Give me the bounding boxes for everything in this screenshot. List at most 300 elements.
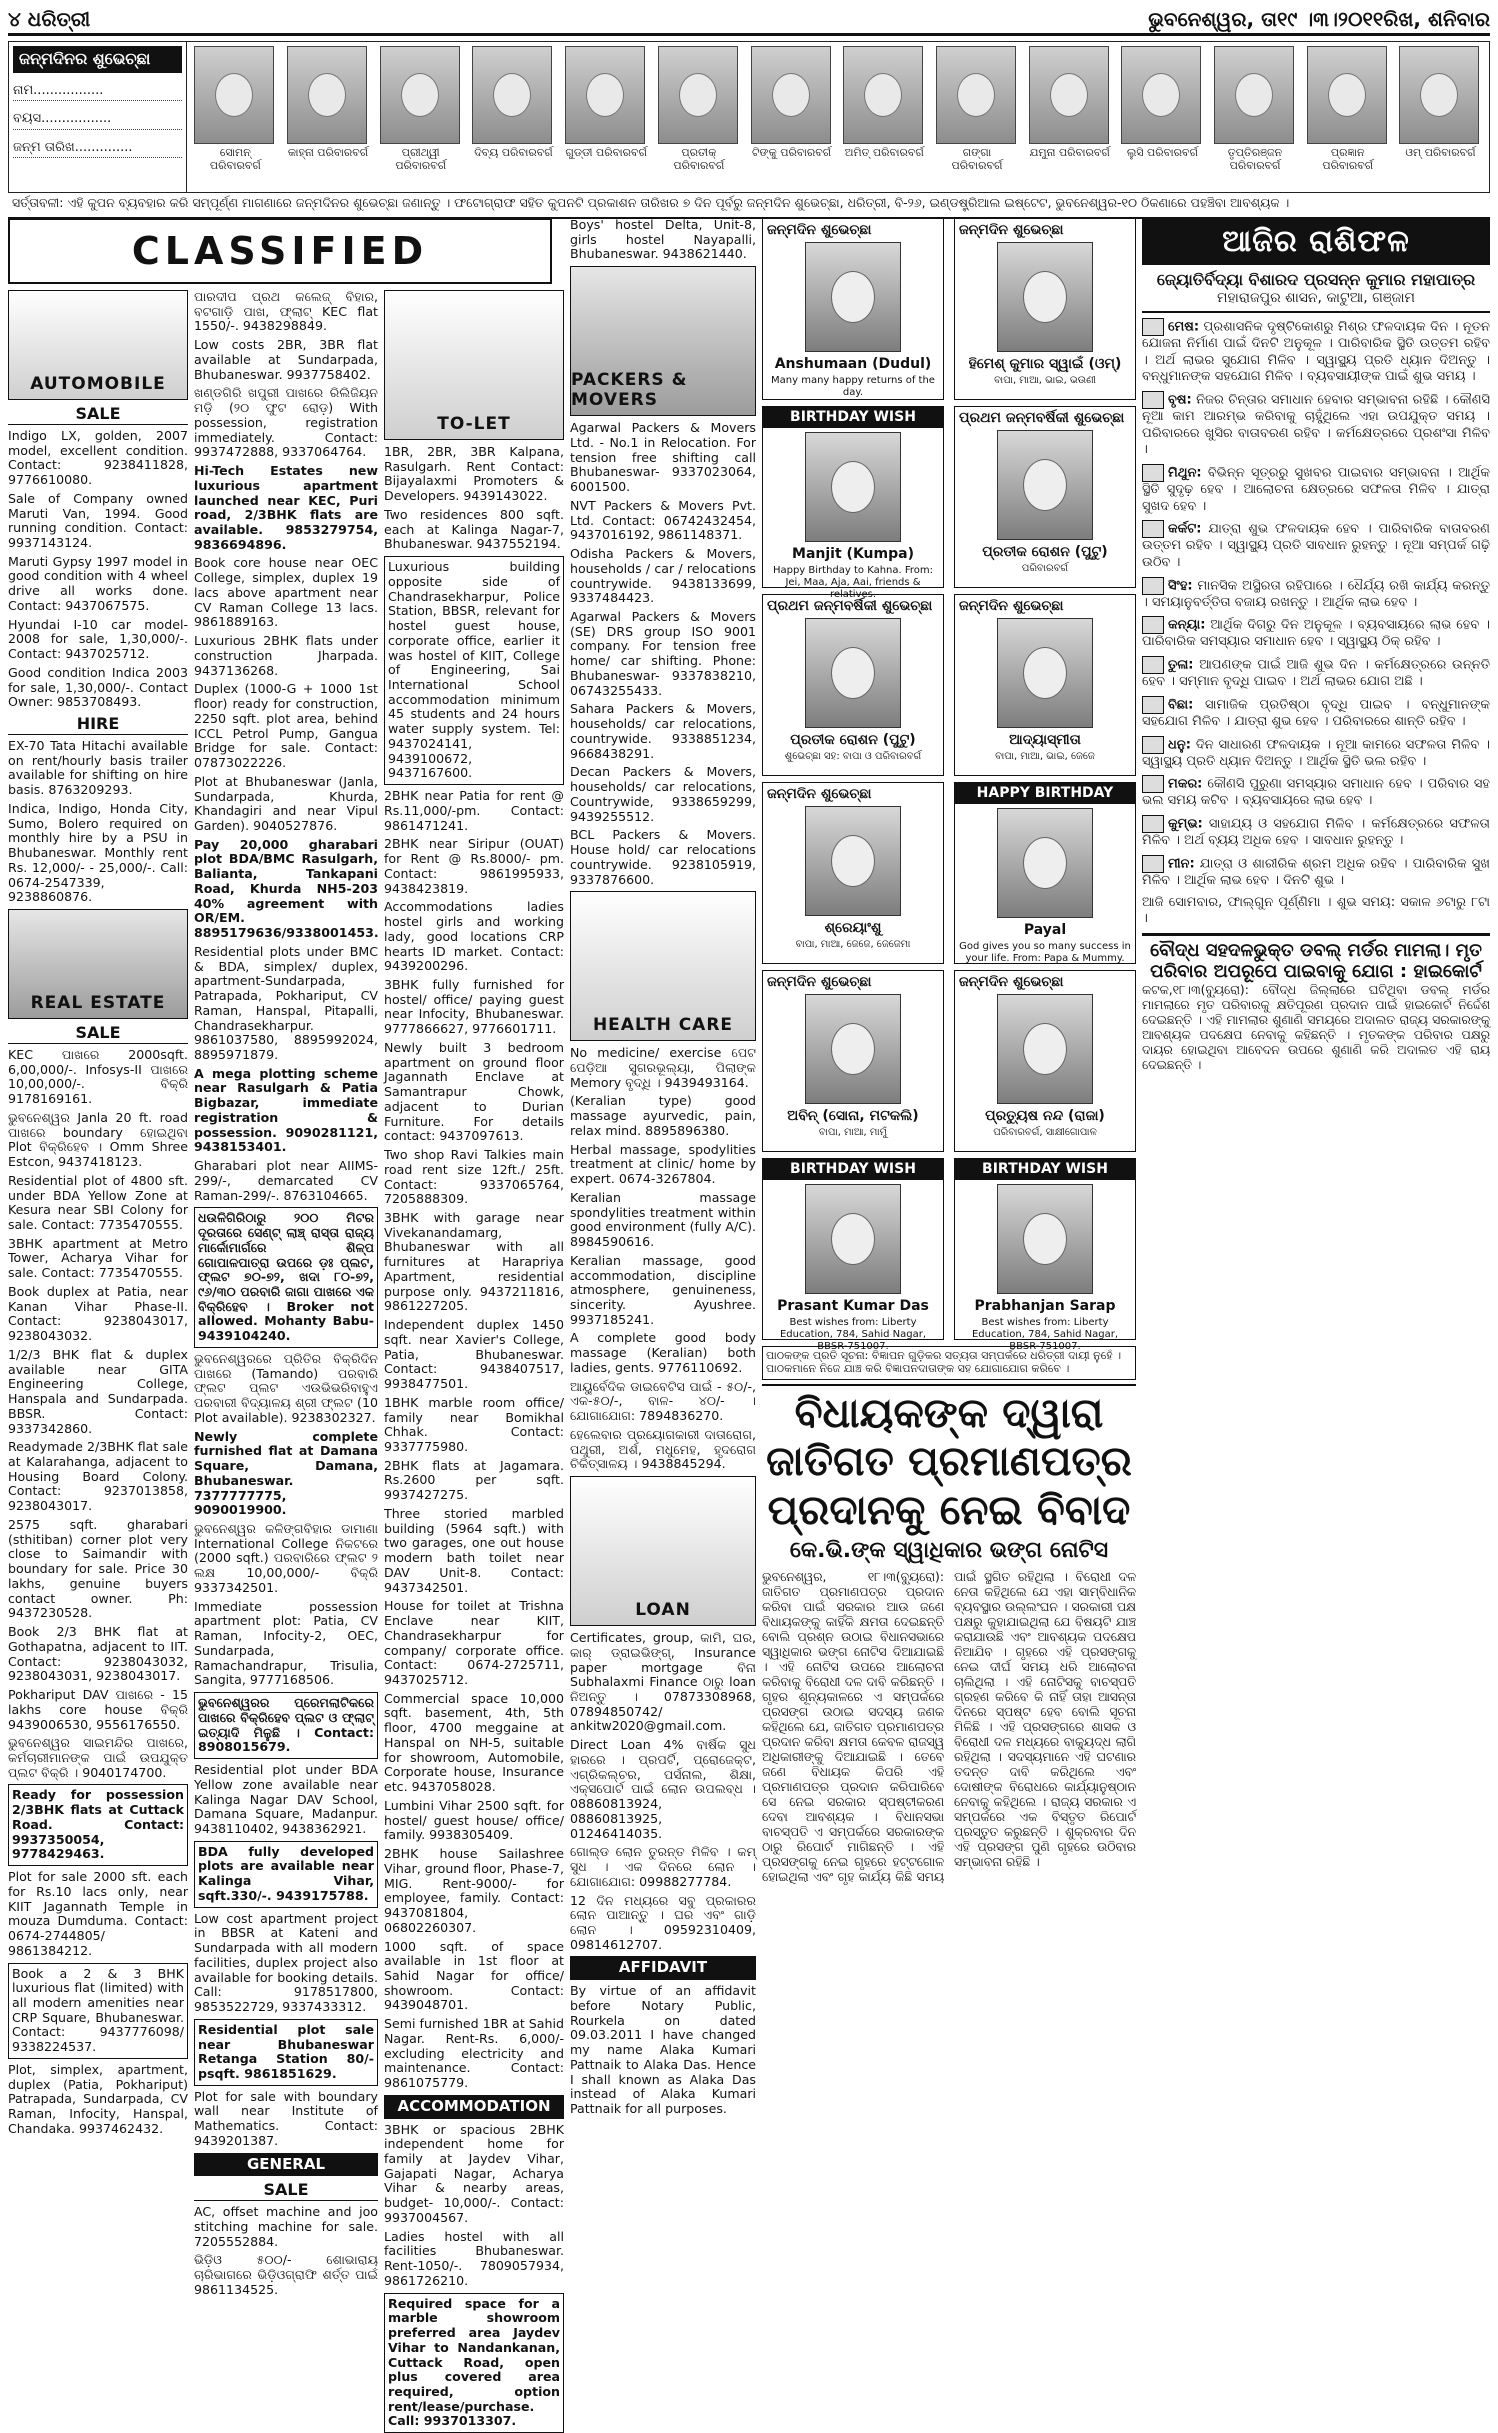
- column-3: [384, 218, 564, 2429]
- birthday-wishes-grid: [762, 218, 1136, 1352]
- wish-photo: [997, 808, 1093, 918]
- birthday-coupon-strip: [8, 41, 1490, 193]
- classified-ad: Luxurious 2BHK flats under construction Jharpada. 9437136268.: [194, 633, 378, 678]
- wish-heading: BIRTHDAY WISH: [763, 1159, 943, 1180]
- hostel-ads: [570, 218, 756, 262]
- zodiac-reading: ଯାତ୍ରା ଓ ଶାରୀରିକ ଶ୍ରମ ଅଧିକ ରହିବ । ପାରିବାରିକ ସୁଖ ମିଳିବ । ଆର୍ଥିକ ଲାଭ ହେବ । ଦିନଟି ଶୁଭ ।: [1142, 856, 1490, 888]
- horoscope-entry: [1142, 736, 1490, 771]
- zodiac-reading: ବିଭିନ୍ନ ସୂତ୍ରରୁ ସୁଖବର ପାଇବାର ସମ୍ଭାବନା । ଆର୍ଥିକ ସ୍ଥିତି ସୁଦୃଢ଼ ହେବ । ଆଲୋଚନା କ୍ଷେତ୍ରରେ ସଫଳତା ମିଳିବ । ଯାତ୍ରା ସୁଖଦ ହେବ ।: [1142, 465, 1490, 514]
- packers-ads: [570, 421, 756, 887]
- classified-ad: Readymade 2/3BHK flat sale at Kalarahanga, adjacent to Housing Board Colony. Contact: 9237013858, 9238043017.: [8, 1439, 188, 1514]
- classified-ad: Low cost apartment project in BBSR at Kateni and Sundarpada with all modern facilities, duplex project also available for booking details. Call: 9178517800, 9853522729, 9337433312.: [194, 1910, 378, 2015]
- kid-photo-face: [1142, 73, 1180, 117]
- wish-heading: BIRTHDAY WISH: [955, 1159, 1135, 1180]
- zodiac-icon: [1142, 616, 1164, 634]
- boxed-ad: [194, 1692, 378, 1759]
- zodiac-sign: ମେଷ:: [1168, 319, 1200, 335]
- wish-photo-face: [831, 461, 875, 513]
- classified-ad: Plot at Bhubaneswar (Janla, Sundarpada, Khurda, Khandagiri and near Vipul Garden). 9040527876.: [194, 773, 378, 833]
- automobile-ads: [8, 429, 188, 710]
- wish-heading: ଜନ୍ମଦିନ ଶୁଭେଚ୍ଛା: [767, 786, 872, 802]
- classified-ad: 3BHK apartment at Metro Tower, Acharya Vihar for sale. Contact: 7735470555.: [8, 1235, 188, 1281]
- classified-ad: Plot for sale 2000 sft. each for Rs.10 lacs only, near KIIT Jagannath Temple in mouza Dumduma. Contact: 0674-2744805/ 9861384212.: [8, 1869, 188, 1958]
- wish-photo: [997, 618, 1093, 728]
- ads-group: [194, 1912, 378, 2015]
- horoscope-entry: [1142, 391, 1490, 459]
- wish-name: Anshumaan (Dudul): [774, 356, 932, 373]
- classified-ad: 3BHK with garage near Vivekanandamarg, Bhubaneswar with all furnitures at Harapriya Apartment, residential purpose only. 9437211816, 9861227205.: [384, 1209, 564, 1314]
- ads-group: [194, 1159, 378, 1203]
- accommodation-ads: [384, 2123, 564, 2289]
- zodiac-icon: [1142, 815, 1164, 833]
- wish-heading: ପ୍ରଥମ ଜନ୍ମବର୍ଷିକୀ ଶୁଭେଚ୍ଛା: [959, 410, 1125, 426]
- column-4: [570, 218, 756, 2330]
- birthday-kid: [1121, 46, 1203, 188]
- kid-photo: [936, 46, 1016, 144]
- classified-ad: Two residences 800 sqft. each at Kalinga Nagar-7, Bhubaneswar. 9437552194.: [384, 506, 564, 552]
- birthday-wish-card: [762, 970, 944, 1152]
- classified-logo: CLASSIFIED: [8, 218, 552, 284]
- ads-group: [194, 2205, 378, 2297]
- kid-name: ଓମ୍ ପରିବାରବର୍ଗ: [1405, 146, 1476, 159]
- classified-ad: 12 ଦିନ ମଧ୍ୟରେ ସବୁ ପ୍ରକାରର ଲୋନ ପାଆନ୍ତୁ । ଘର ଏବଂ ଗାଡ଼ି ଲୋନ । 09592310409, 09814612707.: [570, 1892, 756, 1952]
- kid-name: ଟିଙ୍କୁ ପରିବାରବର୍ଗ: [751, 146, 832, 159]
- wish-name: ପ୍ରତୀକ ରୋଶନ (ପୁଟୁ): [982, 544, 1108, 561]
- kid-name: ଗଙ୍ଗା ପରିବାରବର୍ଗ: [951, 146, 1003, 172]
- boxed-ad: [194, 2019, 378, 2086]
- classified-ad: Sahara Packers & Movers, households/ car relocations, countrywide. 9338851234, 9668438291.: [570, 701, 756, 761]
- wish-photo: [805, 994, 901, 1104]
- birthday-coupon-title: ଜନ୍ମଦିନର ଶୁଭେଚ୍ଛା: [13, 46, 182, 73]
- classified-ad: Keralian massage, good accommodation, discipline atmosphere, genuineness, sincerity. Ayushree. 9937185241.: [570, 1252, 756, 1327]
- wish-photo: [805, 618, 901, 728]
- horoscope-list: [1142, 318, 1490, 890]
- horoscope-entry: [1142, 318, 1490, 386]
- birthday-kid: [751, 46, 833, 188]
- kid-photo-face: [679, 73, 717, 117]
- classified-ad: Good condition Indica 2003 for sale, 1,30,000/-. Contact Owner: 9853708493.: [8, 664, 188, 710]
- ad-text: Hi-Tech Estates new luxurious apartment launched near KEC, Puri road, 2/3BHK flats are available. 9853279754, 9836694896.: [194, 463, 378, 552]
- kid-name: ଲୁସି ପରିବାରବର୍ଗ: [1126, 146, 1198, 159]
- kid-photo-face: [308, 73, 346, 117]
- wish-photo-face: [831, 1213, 875, 1265]
- classified-ad: Residential plots under BMC & BDA, simplex/ duplex, apartment-Sundarpada, Patrapada, Pokhariput, CV Raman, Hanspal, Pitapalli, Chandrasekharpur. 9861037580, 8895992024, 8895971879.: [194, 943, 378, 1062]
- birthday-wish-card: [762, 782, 944, 964]
- coupon-terms: ସର୍ତ୍ତାବଳୀ: ଏହି କୁପନ ବ୍ୟବହାର କରି ସମ୍ପୂର୍ଣ୍ଣ ମାଗଣାରେ ଜନ୍ମଦିନର ଶୁଭେଚ୍ଛା ଜଣାନ୍ତୁ । ଫଟୋଗ୍ରାଫ ସହିତ କୁପନଟି ପ୍ରକାଶନ ତାରିଖର ୭ ଦିନ ପୂର୍ବରୁ ଜନ୍ମଦିନ ଶୁଭେଚ୍ଛା, ଧରିତ୍ରୀ, ବି-୨୬, ଇଣ୍ଡଷ୍ଟ୍ରିଆଲ ଇଷ୍ଟେଟ, ଭୁବନେଶ୍ୱର-୧୦ ଠିକଣାରେ ପହଞ୍ଚିବା ଆବଶ୍ୟକ ।: [8, 193, 1490, 219]
- zodiac-icon: [1142, 696, 1164, 714]
- wish-heading: ପ୍ରଥମ ଜନ୍ମବର୍ଷିକୀ ଶୁଭେଚ୍ଛା: [767, 598, 933, 614]
- wish-heading: HAPPY BIRTHDAY: [955, 783, 1135, 804]
- boxed-ad: [8, 1784, 188, 1866]
- wish-photo: [997, 242, 1093, 352]
- classified-ad: Low costs 2BR, 3BR flat available at Sundarpada, Bhubaneswar. 9937758402.: [194, 337, 378, 382]
- classified-ad: Lumbini Vihar 2500 sqft. for hostel/ guest house/ office/ family. 9938305409.: [384, 1797, 564, 1843]
- birthday-kid: [380, 46, 462, 188]
- zodiac-icon: [1142, 855, 1164, 873]
- form-line-name: ନାମ.................: [13, 83, 182, 101]
- column-2: [194, 218, 378, 2330]
- classified-ad: 1/2/3 BHK flat & duplex available near GITA Engineering College, Hanspala and Sundarpada. BBSR. Contact: 9337342860.: [8, 1346, 188, 1436]
- classified-ad: 2BHK near Patia for rent @ Rs.11,000/-pm. Contact: 9861471241.: [384, 788, 564, 833]
- birthday-kid: [1029, 46, 1111, 188]
- wish-message: ବାପା, ମାଆ, ଭାଇ, ଜେଜେ: [995, 750, 1095, 762]
- kid-photo: [658, 46, 738, 144]
- column-5: [762, 218, 1136, 2330]
- hire-heading: HIRE: [8, 715, 188, 735]
- zodiac-icon: [1142, 391, 1164, 409]
- kid-name: ତୃପ୍ତିରଞ୍ଜନ ପରିବାରବର୍ଗ: [1227, 146, 1283, 172]
- horoscope-address: ମହାରାଜପୁର ଶାସନ, କାଟୁଆ, ଗଞ୍ଜାମ: [1142, 290, 1490, 313]
- classified-ad: Agarwal Packers & Movers Ltd. - No.1 in Relocation. For tension free shifting call Bhubaneswar- 9337023064, 6001500.: [570, 420, 756, 495]
- classified-ad: Plot for sale with boundary wall near Institute of Mathematics. Contact: 9439201387.: [194, 2088, 378, 2148]
- classified-ad: Sale of Company owned Maruti Van, 1994. Good running condition. Contact: 9937143124.: [8, 490, 188, 551]
- wish-name: Prabhanjan Sarap: [974, 1298, 1116, 1315]
- to-let-ads: [384, 445, 564, 552]
- affidavit-ads: [570, 1984, 756, 2117]
- ads-group: [194, 2090, 378, 2149]
- kid-name: ଯମୁନା ପରିବାରବର୍ଗ: [1029, 146, 1110, 159]
- kid-photo: [1214, 46, 1294, 144]
- classified-ad: Semi furnished 1BR at Sahid Nagar. Rent-Rs. 6,000/- excluding electricity and maintenance. Contact: 9861075779.: [384, 2016, 564, 2091]
- wish-photo: [805, 1184, 901, 1294]
- classified-ad: 3BHK fully furnished for hostel/ office/ paying guest near Infocity, Bhubaneswar. 9777866627, 9776601711.: [384, 976, 564, 1037]
- horoscope-title: ଆଜିର ରାଶିଫଳ: [1142, 218, 1490, 265]
- wish-name: ଶ୍ରେୟାଂଶୁ: [824, 920, 882, 937]
- classified-ad: Boys' hostel Delta, Unit-8, girls hostel Nayapalli, Bhubaneswar. 9438621440.: [570, 217, 756, 262]
- wish-photo: [805, 432, 901, 542]
- wish-message: ପରିବାରବର୍ଗ, ସାକ୍ଷୀଗୋପାଳ: [993, 1126, 1097, 1138]
- form-line-dob: ଜନ୍ମ ତାରିଖ..............: [13, 140, 182, 158]
- wish-heading: BIRTHDAY WISH: [763, 407, 943, 428]
- classified-ad: ଭିଡ଼ିଓ ୫୦୦/- ଶୋଭାରାୟ ଚାରିଭାଗରେ ଭିଡ଼ିଓଗ୍ରାଫି ଶର୍ତ୍ତ ପାଇଁ 9861134525.: [194, 2252, 378, 2297]
- real-estate-ads-2: [8, 1870, 188, 1958]
- birthday-kid: [658, 46, 740, 188]
- zodiac-reading: ଆର୍ଥିକ ଦିଗରୁ ଦିନ ଅନୁକୂଳ । ବ୍ୟବସାୟରେ ଲାଭ ହେବ । ପାରିବାରିକ ସମସ୍ୟାର ସମାଧାନ ହେବ । ସ୍ୱାସ୍ଥ୍ୟ ଠିକ୍ ରହିବ ।: [1142, 617, 1490, 650]
- real-estate-banner: REAL ESTATE: [8, 909, 188, 1019]
- classified-ad: ଭୁବନେଶ୍ୱର ସାଇମନ୍ଦିର ପାଖରେ, କର୍ମଚାରୀମାନଙ୍କ ପାଇଁ ଉପଯୁକ୍ତ ପ୍ଲଟ ବିକ୍ରି । 9040174700.: [8, 1735, 188, 1780]
- classified-ad: Indica, Indigo, Honda City, Sumo, Bolero required on monthly hire by a PSU in Bhubaneswar. Monthly rent Rs. 12,000/- - 25,000/-. Call: 0674-2547339, 9238860876.: [8, 800, 188, 905]
- zodiac-icon: [1142, 775, 1164, 793]
- zodiac-reading: ଦିନ ସାଧାରଣ ଫଳଦାୟକ । ନୂଆ କାମରେ ସଫଳତା ମିଳିବ । ସ୍ୱାସ୍ଥ୍ୟ ପ୍ରତି ଧ୍ୟାନ ଦିଅନ୍ତୁ । ଆର୍ଥିକ ସ୍ଥିତି ଭଲ ରହିବ ।: [1142, 737, 1490, 769]
- wish-photo: [805, 242, 901, 352]
- wish-photo-face: [1023, 837, 1067, 889]
- ad-mega: [194, 1067, 378, 1155]
- classified-ad: ଭୁବନେଶ୍ୱରରେ ପ୍ରିତିର ବିକ୍ରିଦିନ ପାଖରେ (Tamando) ପରବାରି ଫ୍ଲଟ ପ୍ଲଟ ଏଉଭିଭରିବାହୁଏ ପରବାରୀ ବିଦ୍ୟାଳୟ ଶ୍ରୀ ଫ୍ଲଟ (10 Plot available). 9238302327.: [194, 1350, 378, 1425]
- classified-ad: Independent duplex 1450 sqft. near Xavier's College, Patia, Bhubaneswar. Contact: 9438407517, 9938477501.: [384, 1317, 564, 1392]
- wish-name: Manjit (Kumpa): [792, 546, 914, 563]
- birthday-kid: [287, 46, 369, 188]
- classified-ad: 2BHK house Sailashree Vihar, ground floor, Phase-7, MIG. Rent-9000/- for employee, family. Contact: 9437081804, 06802260307.: [384, 1846, 564, 1935]
- automobile-banner: AUTOMOBILE: [8, 290, 188, 400]
- kid-photo-face: [957, 73, 995, 117]
- boxed-ad-text: BDA fully developed plots are available near Kalinga Vihar, sqft.330/-. 9439175788.: [198, 1843, 374, 1903]
- wish-heading: ଜନ୍ମଦିନ ଶୁଭେଚ୍ଛା: [959, 974, 1064, 990]
- wish-photo: [805, 806, 901, 916]
- birthday-kid: [843, 46, 925, 188]
- horoscope-entry: [1142, 696, 1490, 731]
- kid-photo-face: [215, 73, 253, 117]
- kid-photo: [1029, 46, 1109, 144]
- accommodation-heading: ACCOMMODATION: [384, 2095, 564, 2119]
- classified-ad: Decan Packers & Movers, households/ car relocations, Countrywide, 9338659299, 9439255512.: [570, 764, 756, 824]
- birthday-wish-card: [762, 1158, 944, 1352]
- page-number: ୪ ଧରିତ୍ରୀ: [8, 6, 91, 31]
- ads-group: [194, 1522, 378, 1688]
- wish-photo-face: [831, 271, 875, 323]
- kid-photo-face: [1420, 73, 1458, 117]
- wish-photo-face: [1023, 271, 1067, 323]
- classified-ad: Ladies hostel with all facilities Bhubaneswar. Rent-1050/-. 7809057934, 9861726210.: [384, 2228, 564, 2288]
- birthday-wish-card: [954, 218, 1136, 400]
- wish-photo-face: [1023, 647, 1067, 699]
- news2-story: କଟକ,୧୮।୩(ବ୍ୟୁରୋ): ବୌଦ୍ଧ ଜିଲ୍ଲାରେ ଘଟିଥିବା ଡବଲ୍ ମର୍ଡର ମାମଲାରେ ମୃତ ପରିବାରକୁ କ୍ଷତିପୂରଣ ପ୍ରଦାନ ପାଇଁ ହାଇକୋର୍ଟ ନିର୍ଦ୍ଦେଶ ଦେଇଛନ୍ତି । ଏହି ମାମଲାର ଶୁଣାଣି ସମୟରେ ଅଦାଲତ ରାଜ୍ୟ ସରକାରଙ୍କୁ ଆବଶ୍ୟକ ପଦକ୍ଷେପ ନେବାକୁ କହିଛନ୍ତି । ମୃତକଙ୍କ ପରିବାର ପକ୍ଷରୁ ଦାୟର ହୋଇଥିବା ଆବେଦନ ଉପରେ ଶୁଣାଣି କରି ଅଦାଲତ ଏହି ରାୟ ଦେଇଛନ୍ତି ।: [1142, 982, 1490, 1072]
- wish-message: Many many happy returns of the day.: [771, 374, 935, 398]
- classified-ad: Pokhariput DAV ପାଖରେ - 15 lakhs core house ବିକ୍ରି 9439006530, 9556176550.: [8, 1687, 188, 1732]
- wish-heading: ଜନ୍ମଦିନ ଶୁଭେଚ୍ଛା: [767, 222, 872, 238]
- zodiac-sign: ତୁଳା:: [1168, 657, 1194, 673]
- wish-message: ପରିବାରବର୍ଗ: [1021, 562, 1069, 574]
- classified-ad: Keralian massage spondylities treatment within good environment (fully A/C). 8984590616.: [570, 1189, 756, 1250]
- zodiac-reading: ସାହାଯ୍ୟ ଓ ସହଯୋଗ ମିଳିବ । କର୍ମକ୍ଷେତ୍ରରେ ସଫଳତା ମିଳିବ । ଅର୍ଥ ବ୍ୟୟ ଅଧିକ ହେବ । ସାବଧାନ ରୁହନ୍ତୁ ।: [1142, 816, 1490, 849]
- classified-ad: Indigo LX, golden, 2007 model, excellent condition. Contact: 9238411828, 9776610080.: [8, 427, 188, 488]
- wish-photo-face: [831, 835, 875, 887]
- zodiac-sign: ମକର:: [1168, 776, 1203, 792]
- kid-photo: [1121, 46, 1201, 144]
- wish-photo-face: [1023, 1213, 1067, 1265]
- classified-ad: Immediate possession apartment plot: Patia, CV Raman, Infocity-2, OEC, Sundarpada, Ramachandrapur, Trisulia, Sangita, 9777168506.: [194, 1598, 378, 1688]
- wish-message: Happy Birthday to Kahna. From: Jei, Maa, Aja, Aai, friends & relatives.: [772, 564, 934, 600]
- classified-ad: Book duplex at Patia, near Kanan Vihar Phase-II. Contact: 9238043017, 9238043032.: [8, 1283, 188, 1344]
- zodiac-icon: [1142, 577, 1164, 595]
- column-6: [1142, 218, 1490, 2330]
- classified-ad: Herbal massage, spodylities treatment at clinic/ home by expert. 0674-3267804.: [570, 1141, 756, 1187]
- zodiac-reading: ଆପଣଙ୍କ ପାଇଁ ଆଜି ଶୁଭ ଦିନ । କର୍ମକ୍ଷେତ୍ରରେ ଉନ୍ନତି ହେବ । ସମ୍ମାନ ବୃଦ୍ଧି ପାଇବ । ଅର୍ଥ ଲାଭର ଯୋଗ ଅଛି ।: [1142, 657, 1490, 690]
- wish-heading: ଜନ୍ମଦିନ ଶୁଭେଚ୍ଛା: [767, 974, 872, 990]
- classified-ad: A complete good body massage (Keralian) both ladies, gents. 9776110692.: [570, 1330, 756, 1375]
- news-headline: ବିଧାୟକଙ୍କ ଦ୍ୱାରା ଜାତିଗତ ପ୍ରମାଣପତ୍ର ପ୍ରଦାନକୁ ନେଇ ବିବାଦ: [762, 1384, 1136, 1534]
- classified-ad: 2BHK near Siripur (OUAT) for Rent @ Rs.8000/- pm. Contact: 9861995933, 9438423819.: [384, 836, 564, 896]
- wish-photo: [997, 430, 1093, 540]
- zodiac-sign: ସିଂହ:: [1168, 578, 1193, 594]
- zodiac-sign: କନ୍ୟା:: [1168, 617, 1206, 633]
- boxed-ad-text: Residential plot sale near Bhubaneswar Retanga Station 80/- psqft. 9861851629.: [198, 2021, 374, 2081]
- classified-ad: House for toilet at Trishna Enclave near KIIT, Chandrasekharpur for company/ corporate office. Contact: 0674-2725711, 9437025712.: [384, 1598, 564, 1688]
- real-estate-ads-3: [8, 2063, 188, 2137]
- kid-photo: [287, 46, 367, 144]
- classified-ad: ହେଲେବାର ପ୍ରୟୋଗକାରୀ ଦାତାରୋଗ, ପଥୁରୀ, ଅର୍ଶ, ମଧୁମେହ, ହୃଦରୋଗ ଚିକିତ୍ସାଳୟ । 9438845294.: [570, 1426, 756, 1472]
- ads-group: [194, 1763, 378, 1837]
- ad-text: A mega plotting scheme near Rasulgarh & Patia Bigbazar, immediate registration & possession. 9090281121, 9438153401.: [194, 1065, 378, 1155]
- classified-ad: ଭୁବନେଶ୍ୱର Janla 20 ft. road ପାଖରେ boundary ହୋଇଥିବା Plot ବିକ୍ରିହେବ । Omm Shree Estcon, 9437418123.: [8, 1109, 188, 1170]
- birthday-wish-card: [762, 218, 944, 400]
- loan-banner: LOAN: [570, 1476, 756, 1626]
- wish-name: ପ୍ରତୀକ ରୋଶନ (ପୁଟୁ): [790, 732, 916, 749]
- classified-ad: ଆୟୁର୍ବେଦିକ ଡାଇବେଟିସ ପାଇଁ - ୫୦/-, ଏକ-୫୦/-, ବାଳ- ୪୦/- । ଯୋଗାଯୋଗ: 7894836270.: [570, 1378, 756, 1424]
- news2-headline: ବୌଦ୍ଧ ସହଦଳଭୁକ୍ତ ଡବଲ୍ ମର୍ଡର ମାମଲା। ମୃତ ପରିବାର ଅପରୂପେ ପାଇବାକୁ ଯୋଗ : ହାଇକୋର୍ଟ: [1142, 933, 1490, 983]
- wish-message: ବାପା, ମାଆ, ଜେଜେ, ଜେଜେମା: [795, 938, 911, 950]
- birthday-kid: [936, 46, 1018, 188]
- birthday-wish-card: [954, 594, 1136, 776]
- kid-photo-face: [864, 73, 902, 117]
- zodiac-sign: କର୍କଟ:: [1168, 521, 1202, 537]
- classified-ad: EX-70 Tata Hitachi available on rent/hourly basis trailer available for shifting on hire basis. 8763209293.: [8, 737, 188, 798]
- packers-movers-banner: PACKERS & MOVERS: [570, 266, 756, 416]
- classified-ad: Hyundai I-10 car model- 2008 for sale, 1,30,000/-. Contact: 9437025712.: [8, 616, 188, 662]
- classified-ad: Residential plot under BDA Yellow zone available near Kalinga Nagar DAV School, Damana Square, Madanpur. 9438110402, 9438362921.: [194, 1762, 378, 1836]
- zodiac-sign: କୁମ୍ଭ:: [1168, 816, 1203, 832]
- wish-photo-face: [831, 647, 875, 699]
- birthday-wish-card: [954, 1158, 1136, 1352]
- kid-name: ପ୍ରତୀକ୍ ପରିବାରବର୍ଗ: [673, 146, 725, 172]
- birthday-kid: [565, 46, 647, 188]
- horoscope-entry: [1142, 520, 1490, 571]
- classified-ad: AC, offset machine and joo stitching machine for sale. 7205552884.: [194, 2204, 378, 2249]
- classified-ad: Plot, simplex, apartment, duplex (Patia, Pokhariput) Patrapada, Sundarpada, CV Raman, Infocity, Hanspal, Chandaka. 9937462432.: [8, 2061, 188, 2136]
- classified-ad: KEC ପାଖରେ 2000sqft. 6,00,000/-. Infosys-II ପାଖରେ 10,00,000/-. ବିକ୍ରି 9178169161.: [8, 1046, 188, 1107]
- classified-ad: By virtue of an affidavit before Notary Public, Rourkela on dated 09.03.2011 I have changed my name Alaka Kumari Pattnaik to Alaka Das. Hence I shall known as Alaka Das instead of Alaka Kumari Pattnaik for all purposes.: [570, 1983, 756, 2117]
- classified-ad: Two shop Ravi Talkies main road rent size 12ft./ 25ft. Contact: 9337065764, 7205888309.: [384, 1147, 564, 1207]
- wish-name: ଆଦ୍ୟାସ୍ମୀତା: [1009, 732, 1081, 749]
- zodiac-reading: ପ୍ରଶାସନିକ ଦୃଷ୍ଟିକୋଣରୁ ମିଶ୍ର ଫଳଦାୟକ ଦିନ । ନୂତନ ଯୋଜନା ନିର୍ମାଣ ପାଇଁ ଦିନଟି ଅନୁକୂଳ । ପାରିବାରିକ ସ୍ଥିତି ଉତ୍ତମ ରହିବ । ଅର୍ଥ ଲାଭର ସୁଯୋଗ ମିଳିବ । ସ୍ୱାସ୍ଥ୍ୟ ପ୍ରତି ଧ୍ୟାନ ଦିଅନ୍ତୁ । ବନ୍ଧୁମାନଙ୍କ ସହଯୋଗ ମିଳିବ । ବ୍ୟବସାୟୀଙ୍କ ପାଇଁ ଶୁଭ ସମୟ ।: [1142, 319, 1490, 385]
- columns: [8, 217, 1491, 2429]
- kid-photo-face: [772, 73, 810, 117]
- general-heading: GENERAL: [194, 2153, 378, 2177]
- kid-name: ପ୍ରଜ୍ଞାନ ପରିବାରବର୍ଗ: [1322, 146, 1374, 172]
- boxed-ad: [384, 556, 564, 785]
- classified-ad: Accommodations ladies hostel girls and working lady, good locations CRP hearts ID market. Contact: 9439200296.: [384, 899, 564, 974]
- ads-group: [194, 290, 378, 460]
- kid-name: ସୋମନ୍ ପରିବାରବର୍ଗ: [209, 146, 261, 172]
- classified-ad: (Keralian type) good massage ayurvedic, pain, relax mind. 8895896380.: [570, 1093, 756, 1138]
- horoscope-entry: [1142, 464, 1490, 515]
- classified-ad: Book 2/3 BHK flat at Gothapatna, adjacent to IIT. Contact: 9238043032, 9238043031, 9238043017.: [8, 1624, 188, 1684]
- kid-photo: [1307, 46, 1387, 144]
- boxed-ad-text: Required space for a marble showroom preferred area Jaydev Vihar to Nandankanan, Cuttack Road, open plus covered area required, option rent/lease/purchase. Call: 9937013307.: [388, 2295, 560, 2429]
- wish-heading: ଜନ୍ମଦିନ ଶୁଭେଚ୍ଛା: [959, 598, 1064, 614]
- kid-photo: [751, 46, 831, 144]
- to-let-ads-2: [384, 789, 564, 2091]
- birthday-coupon-form: [9, 42, 187, 192]
- wish-name: ପ୍ରତ୍ୟୁଷ ନନ୍ଦ (ରାଜା): [985, 1108, 1105, 1125]
- boxed-ad: [194, 1841, 378, 1908]
- wish-message: ବାପା, ମାଆ, ମାମୁଁ: [818, 1126, 888, 1138]
- horoscope-entry: [1142, 616, 1490, 651]
- kid-name: ଗୁଡ୍ଡୀ ପରିବାରବର୍ଗ: [565, 146, 647, 159]
- to-let-banner: TO-LET: [384, 290, 564, 440]
- kid-photo: [194, 46, 274, 144]
- real-estate-ads: [8, 1048, 188, 1781]
- kid-photo-face: [1328, 73, 1366, 117]
- zodiac-icon: [1142, 656, 1164, 674]
- birthday-kid: [1214, 46, 1296, 188]
- kid-name: କାହ୍ନା ପରିବାରବର୍ଗ: [287, 146, 369, 159]
- ads-group: [194, 945, 378, 1063]
- ads-group: [194, 1352, 378, 1426]
- automobile-sale-heading: SALE: [8, 405, 188, 425]
- kid-photo-face: [1050, 73, 1088, 117]
- wish-message: Best wishes from: Liberty Education, 784, Sahid Nagar, BBSR-751007.: [971, 1316, 1119, 1352]
- kid-name: ଦିବ୍ୟ ପରିବାରବର୍ଗ: [474, 146, 553, 159]
- ad-text: Pay 20,000 gharabari plot BDA/BMC Rasulgarh, Balianta, Tankapani Road, Khurda NH5-203 40% agreement with OR/EM. 8895179636/9338001453.: [194, 836, 379, 941]
- zodiac-reading: ନିଜର ଚିନ୍ତାର ସମାଧାନ ହେବାର ସମ୍ଭାବନା ରହିଛି । କୌଣସି ନୂଆ କାମ ଆରମ୍ଭ କରିବାକୁ ଚାହୁଁଥିଲେ ଏହା ଉପଯୁକ୍ତ ସମୟ । ପରିବାରରେ ଖୁସିର ବାତାବରଣ ରହିବ । କର୍ମକ୍ଷେତ୍ରରେ ପ୍ରଶଂସା ମିଳିବ ।: [1142, 392, 1490, 458]
- classified-ad: ଭୁବନେଶ୍ୱର କଳିଙ୍ଗବିହାର ଡାମାଣା International College ନିକଟରେ (2000 sqft.) ପରବାରିରେ ଫ୍ଲଟ ୨ ଲକ୍ଷ 10,00,000/- ବିକ୍ରି 9337342501.: [194, 1521, 378, 1595]
- birthday-wish-card: [954, 970, 1136, 1152]
- zodiac-icon: [1142, 736, 1164, 754]
- boxed-ad-text: Book a 2 & 3 BHK luxurious flat (limited) with all modern amenities near CRP Square, Bhubaneswar. Contact: 9437776098/ 9338224537.: [12, 1965, 184, 2055]
- loan-ads: [570, 1631, 756, 1952]
- horoscope-entry: [1142, 577, 1490, 612]
- wish-name: ହିମେଶ୍ କୁମାର ସ୍ୱାଇଁ (ଓମ୍): [968, 356, 1122, 373]
- wish-message: Best wishes from: Liberty Education, 784, Sahid Nagar, BBSR-751007.: [779, 1316, 927, 1352]
- horoscope-entry: [1142, 815, 1490, 850]
- wish-name: ଅବିନ୍ (ସୋନା, ମଟକଲି): [787, 1108, 919, 1125]
- kid-name: ଅମିତ୍ ପରିବାରବର୍ଗ: [844, 146, 924, 159]
- wish-photo: [997, 994, 1093, 1104]
- classified-ad: ଖଣ୍ଡଗିରି ଖପୁରୀ ପାଖରେ ରିଲିଜିୟନ ମଡ଼ି (୨୦ ଫୁଟ ରୋଡ଼) With possession, registration immediately. Contact: 9937472888, 9337064764.: [194, 385, 378, 460]
- zodiac-sign: ଧନୁ:: [1168, 737, 1191, 753]
- horoscope-entry: [1142, 775, 1490, 810]
- zodiac-icon: [1142, 520, 1164, 538]
- zodiac-sign: ମିଥୁନ:: [1168, 465, 1202, 481]
- kid-name: ପ୍ରୀଥ୍ୱୀ ପରିବାରବର୍ଗ: [395, 146, 447, 172]
- wish-photo-face: [1023, 459, 1067, 511]
- health-ads: [570, 1046, 756, 1472]
- kid-photo-face: [1235, 73, 1273, 117]
- form-line-age: ବୟସ.................: [13, 111, 182, 129]
- kid-photo: [1399, 46, 1479, 144]
- classified-ad: BCL Packers & Movers. House hold/ car relocations countrywide. 9238105919, 9337876600.: [570, 827, 756, 887]
- kid-photo: [843, 46, 923, 144]
- horoscope-entry: [1142, 656, 1490, 691]
- boxed-ad: [194, 1207, 378, 1348]
- ad-text: Newly complete furnished flat at Damana Square, Damana, Bhubaneswar. 7377777775, 9090019900.: [194, 1428, 378, 1518]
- classified-ad: 1000 sqft. of space available in 1st floor at Sahid Nagar for office/ showroom. Contact: 9439048701.: [384, 1938, 564, 2013]
- classified-ad: Residential plot of 4800 sft. under BDA Yellow Zone at Kesura near SBI Colony for sale. Contact: 7735470555.: [8, 1172, 188, 1232]
- classified-ad: 2BHK flats at Jagamara. Rs.2600 per sqft. 9937427275.: [384, 1457, 564, 1503]
- horoscope-entry: [1142, 855, 1490, 890]
- wish-message: ଶୁଭେଚ୍ଛା ସହ: ବାପା ଓ ପରିବାରବର୍ଗ: [784, 750, 922, 762]
- zodiac-sign: ବିଛା:: [1168, 697, 1194, 713]
- affidavit-heading: AFFIDAVIT: [570, 1956, 756, 1980]
- ad-hitech: [194, 464, 378, 552]
- classified-ad: Gharabari plot near AIIMS-299/-, demarcated CV Raman-299/-. 8763104665.: [194, 1158, 378, 1203]
- wish-name: Payal: [1023, 922, 1067, 939]
- boxed-ad: [8, 1963, 188, 2059]
- zodiac-reading: ମାନସିକ ଅସ୍ଥିରତା ରହିପାରେ । ଧୈର୍ଯ୍ୟ ରଖି କାର୍ଯ୍ୟ କରନ୍ତୁ । ସମୟାନୁବର୍ତ୍ତିତା ବଜାୟ ରଖନ୍ତୁ । ଆର୍ଥିକ ଲାଭ ହେବ ।: [1142, 578, 1490, 610]
- birthday-wish-card: [954, 782, 1136, 964]
- horoscope-author: ଜ୍ୟୋତିର୍ବିଦ୍ୟା ବିଶାରଦ ପ୍ରସନ୍ନ କୁମାର ମହାପାତ୍ର: [1156, 270, 1476, 290]
- page-folio: [8, 6, 1490, 36]
- real-estate-sale-heading: SALE: [8, 1024, 188, 1044]
- dateline: ଭୁବନେଶ୍ୱର, ତା୧୯ ।୩।୨୦୧୧ରିଖ, ଶନିବାର: [1148, 6, 1490, 31]
- classified-ad: 3BHK or spacious 2BHK independent home for family at Jaydev Vihar, Gajapati Nagar, Acharya Vihar & nearby areas, budget- 10,000/-. Contact: 9937004567.: [384, 2121, 564, 2225]
- classified-ad: ପାରଦୀପ ପ୍ରଥ କଲେଜ୍ ବିହାର, ବଟଗାଡ଼ି ପାଖ, ଫ୍ଲାଟ୍ KEC flat 1550/-. 9438298849.: [194, 289, 378, 334]
- horoscope-footer-note: ଆଜି ସୋମବାର, ଫାଲ୍ଗୁନ ପୂର୍ଣ୍ଣିମା । ଶୁଭ ସମୟ: ସକାଳ ୬ଟାରୁ ୮ଟା ।: [1142, 894, 1490, 927]
- birthday-kid: [1307, 46, 1389, 188]
- kid-photo: [472, 46, 552, 144]
- boxed-ad-text: ଧଉଳିଗିରିଠାରୁ ୨୦୦ ମିଟର ଦୂରତାରେ ସେଣ୍ଟ୍ ଲାଞ୍ଚ୍ ରାସ୍ତା ରାଜ୍ୟ ମାର୍କୋମାର୍ଗରେ ଶିଳ୍ପ ଗୋପାଳପାତ୍ରା ଉପରେ ଡ଼ଃ ପ୍ଲଟ, ଫ୍ଲଟ ୭୦-୭୨, ଖଦା ୮୦-୭୨, ୯୬/୩୦ ପରବାରି ଜାଗା ପାଖରେ ଏକ ବିକ୍ରିହେବ । Broker not allowed. Mohanty Babu-9439104240.: [198, 1210, 374, 1344]
- wish-heading: ଜନ୍ମଦିନ ଶୁଭେଚ୍ଛା: [959, 222, 1064, 238]
- zodiac-reading: ସାମାଜିକ ପ୍ରତିଷ୍ଠା ବୃଦ୍ଧି ପାଇବ । ବନ୍ଧୁମାନଙ୍କ ସହଯୋଗ ମିଳିବ । ଯାତ୍ରା ଶୁଭ ହେବ । ପରିବାରରେ ଶାନ୍ତି ରହିବ ।: [1142, 697, 1490, 729]
- birthday-wish-card: [954, 406, 1136, 588]
- boxed-ad: [384, 2293, 564, 2433]
- classified-ad: 2575 sqft. gharabari (sthitiban) corner plot very close to Saimandir with boundary for sale. Price 30 lakhs, genuine buyers contact owner. Ph: 9437230528.: [8, 1516, 188, 1621]
- kid-photo-face: [401, 73, 439, 117]
- wish-photo: [997, 1184, 1093, 1294]
- classified-ad: Maruti Gypsy 1997 model in good condition with 4 wheel drive all works done. Contact: 9437067575.: [8, 553, 188, 613]
- wish-photo-face: [1023, 1023, 1067, 1075]
- hire-ads: [8, 739, 188, 905]
